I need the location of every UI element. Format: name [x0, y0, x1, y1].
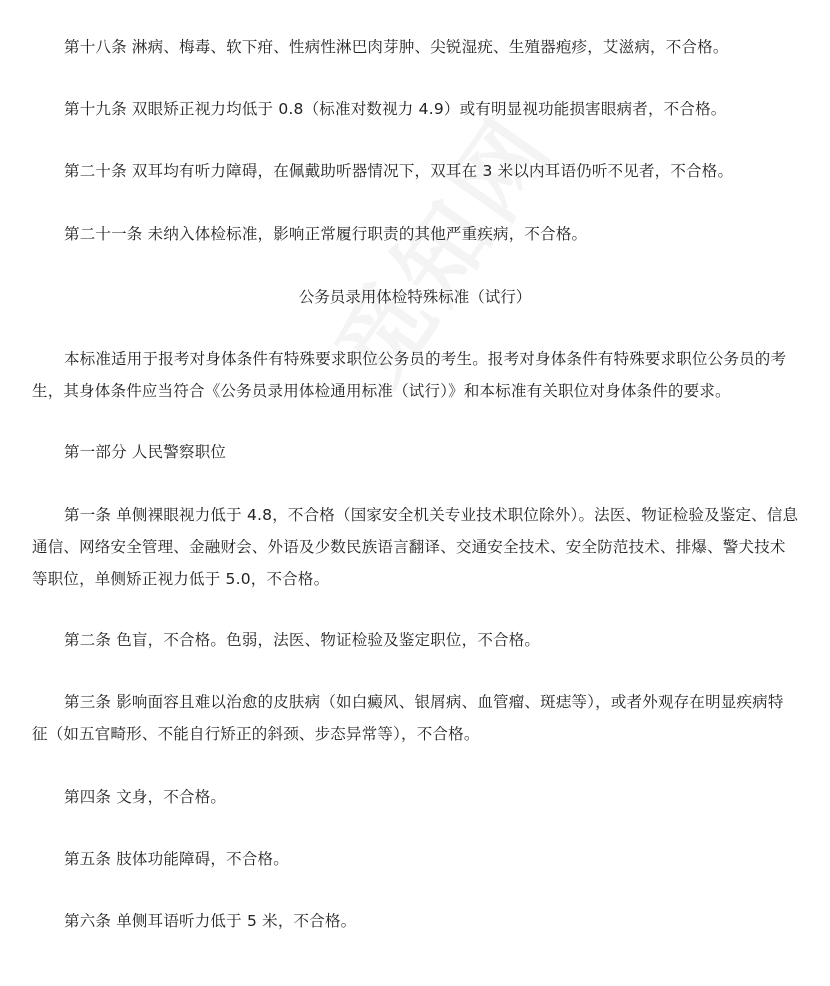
p1-article-3-line-1: 第三条 影响面容且难以治愈的皮肤病（如白癜风、银屑病、血管瘤、斑痣等），或者外观存在明显疾病特 [64, 693, 784, 711]
p1-article-3-line-2: 征（如五官畸形、不能自行矫正的斜颈、步态异常等），不合格。 [32, 725, 480, 743]
p1-article-1-line-1: 第一条 单侧裸眼视力低于 4.8，不合格（国家安全机关专业技术职位除外）。法医、物证检验及鉴定、信息 [64, 506, 799, 524]
intro-line-1: 本标准适用于报考对身体条件有特殊要求职位公务员的考生。报考对身体条件有特殊要求职位公务员的考 [64, 350, 787, 368]
p1-article-2: 第二条 色盲，不合格。色弱，法医、物证检验及鉴定职位，不合格。 [64, 631, 541, 649]
article-20: 第二十条 双耳均有听力障碍，在佩戴助听器情况下，双耳在 3 米以内耳语仍听不见者，不合格。 [64, 162, 734, 180]
p1-article-1-line-2: 通信、网络安全管理、金融财会、外语及少数民族语言翻译、交通安全技术、安全防范技术、排爆、警犬技术 [32, 538, 786, 556]
p1-article-1-line-3: 等职位，单侧矫正视力低于 5.0，不合格。 [32, 570, 330, 588]
p1-article-6: 第六条 单侧耳语听力低于 5 米，不合格。 [64, 912, 357, 930]
article-18: 第十八条 淋病、梅毒、软下疳、性病性淋巴肉芽肿、尖锐湿疣、生殖器疱疹，艾滋病，不合格。 [64, 38, 729, 56]
part-1-heading: 第一部分 人民警察职位 [64, 443, 227, 461]
section-title: 公务员录用体检特殊标准（试行） [298, 288, 532, 306]
p1-article-4: 第四条 文身，不合格。 [64, 788, 227, 806]
article-19: 第十九条 双眼矫正视力均低于 0.8（标准对数视力 4.9）或有明显视功能损害眼病者，不合格。 [64, 100, 727, 118]
article-21: 第二十一条 未纳入体检标准，影响正常履行职责的其他严重疾病，不合格。 [64, 225, 588, 243]
intro-line-2: 生，其身体条件应当符合《公务员录用体检通用标准（试行）》和本标准有关职位对身体条件的要求。 [32, 382, 731, 400]
p1-article-5: 第五条 肢体功能障碍，不合格。 [64, 850, 289, 868]
